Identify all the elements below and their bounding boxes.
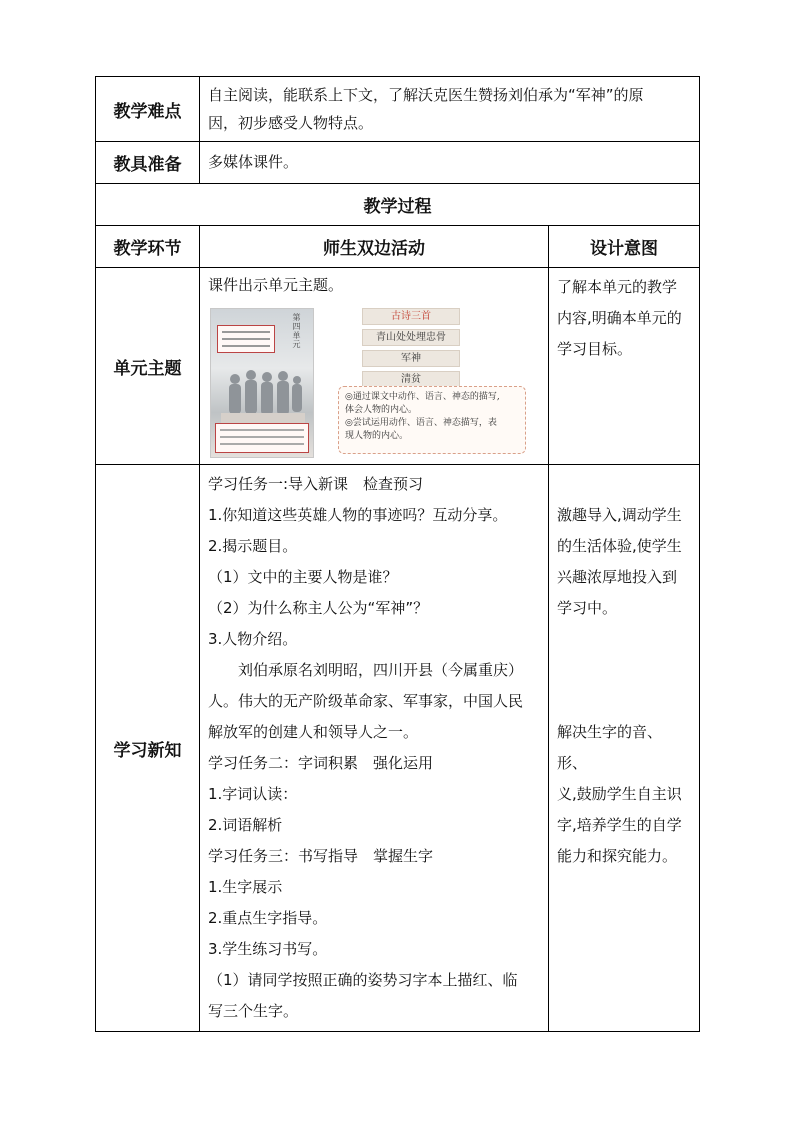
activity-line: （2）为什么称主人公为“军神”？ — [208, 599, 429, 617]
activity-line: （1）请同学按照正确的姿势习字本上描红、临 — [208, 971, 518, 989]
new-knowledge-label: 学习新知 — [96, 465, 200, 1032]
lesson-title-item: 青山处处埋忠骨 — [362, 329, 460, 346]
intent-line: 激趣导入,调动学生 — [557, 506, 682, 524]
poster-quote-box — [217, 325, 275, 353]
activity-line: 解放军的创建人和领导人之一。 — [208, 723, 419, 741]
intent-line: 了解本单元的教学 — [557, 278, 678, 296]
header-intent: 设计意图 — [549, 226, 700, 268]
header-activity: 师生双边活动 — [200, 226, 549, 268]
difficulty-text — [200, 77, 700, 142]
lesson-title-list — [362, 308, 460, 392]
new-knowledge-intent — [549, 465, 700, 1032]
activity-line: 2.揭示题目。 — [208, 537, 298, 555]
column-header-row — [96, 226, 700, 268]
unit-theme-activity-text: 课件出示单元主题。 — [208, 276, 344, 294]
header-stage: 教学环节 — [96, 226, 200, 268]
intent-line: 内容,明确本单元的 — [557, 309, 682, 327]
intent-line: 字,培养学生的自学 — [557, 816, 682, 834]
goal-line: 现人物的内心。 — [345, 431, 409, 441]
lesson-title-item: 清贫 — [362, 371, 460, 388]
intent-line: 解决生字的音、形、 — [557, 723, 663, 772]
poster-unit-label: 第四单元 — [292, 313, 301, 349]
unit-theme-label: 单元主题 — [96, 268, 200, 465]
tools-label: 教具准备 — [96, 142, 200, 184]
soldiers-figure-illustration — [221, 367, 305, 423]
intent-line: 义,鼓励学生自主识 — [557, 785, 682, 803]
poster-note-box — [215, 423, 309, 453]
activity-line: 学习任务二：字词积累 强化运用 — [208, 754, 434, 772]
lesson-title-item: 古诗三首 — [362, 308, 460, 325]
new-knowledge-row — [96, 465, 700, 1032]
new-knowledge-activity — [200, 465, 549, 1032]
activity-line: 写三个生字。 — [208, 1002, 299, 1020]
lesson-title-item: 军神 — [362, 350, 460, 367]
activity-line: （1）文中的主要人物是谁？ — [208, 568, 398, 586]
activity-line: 学习任务三：书写指导 掌握生字 — [208, 847, 434, 865]
process-title: 教学过程 — [96, 184, 700, 226]
unit-theme-row — [96, 268, 700, 465]
activity-line: 学习任务一:导入新课 检查预习 — [208, 475, 424, 493]
unit-goals-box — [338, 386, 526, 454]
intent-line: 能力和探究能力。 — [557, 847, 678, 865]
difficulty-row — [96, 77, 700, 142]
process-title-row — [96, 184, 700, 226]
intent-line: 学习目标。 — [557, 340, 633, 358]
activity-line: 1.字词认读： — [208, 785, 298, 803]
tools-text: 多媒体课件。 — [200, 142, 700, 184]
goal-line: ◎通过课文中动作、语言、神态的描写, — [345, 392, 500, 402]
difficulty-label: 教学难点 — [96, 77, 200, 142]
goal-line: 体会人物的内心。 — [345, 405, 418, 415]
difficulty-line: 因，初步感受人物特点。 — [208, 114, 374, 132]
unit-theme-activity — [200, 268, 549, 465]
activity-line: 3.学生练习书写。 — [208, 940, 328, 958]
activity-line: 人。伟大的无产阶级革命家、军事家，中国人民 — [208, 692, 524, 710]
unit-poster — [210, 308, 314, 458]
lesson-plan-table — [95, 76, 700, 1032]
tools-row — [96, 142, 700, 184]
activity-line: 刘伯承原名刘明昭，四川开县（今属重庆） — [238, 661, 524, 679]
intent-line: 学习中。 — [557, 599, 618, 617]
activity-line: 2.词语解析 — [208, 816, 283, 834]
unit-theme-intent — [549, 268, 700, 465]
activity-line: 3.人物介绍。 — [208, 630, 298, 648]
intent-line: 的生活体验,使学生 — [557, 537, 682, 555]
activity-line: 2.重点生字指导。 — [208, 909, 328, 927]
unit-theme-slide-image — [208, 308, 528, 458]
intent-line: 兴趣浓厚地投入到 — [557, 568, 678, 586]
activity-line: 1.你知道这些英雄人物的事迹吗？互动分享。 — [208, 506, 508, 524]
activity-line: 1.生字展示 — [208, 878, 283, 896]
goal-line: ◎尝试运用动作、语言、神态描写，表 — [345, 418, 497, 428]
difficulty-line: 自主阅读，能联系上下文，了解沃克医生赞扬刘伯承为“军神”的原 — [208, 86, 644, 104]
